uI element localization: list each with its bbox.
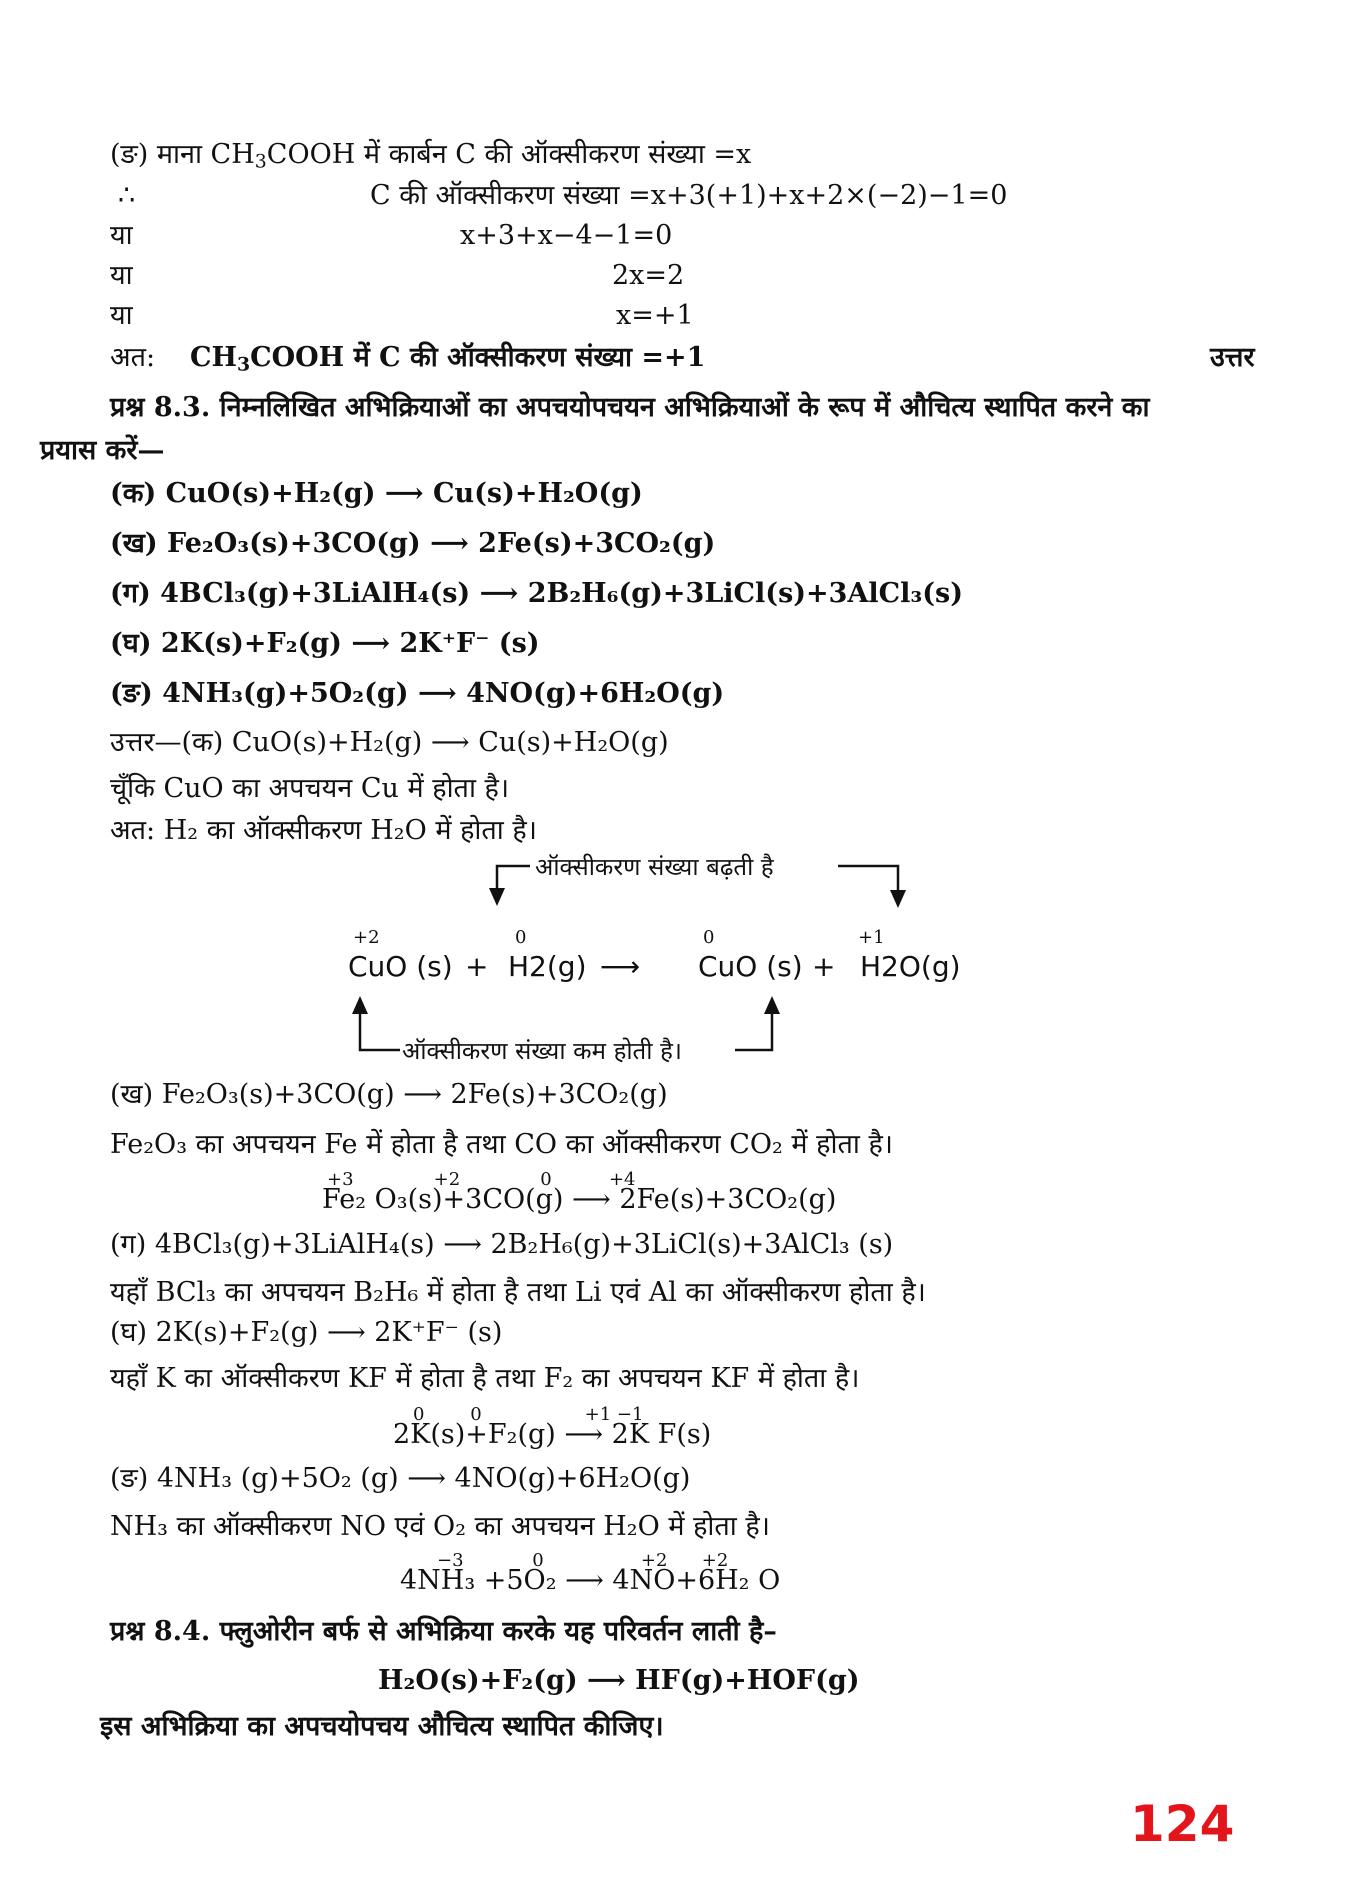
question-8-4-equation: H₂O(s)+F₂(g) ⟶ HF(g)+HOF(g) <box>378 1665 860 1696</box>
answer-gha-ox-numbers: 0 0 +1 −1 <box>413 1404 644 1425</box>
reaction-nga: (ङ) 4NH₃(g)+5O₂(g) ⟶ 4NO(g)+6H₂O(g) <box>110 678 725 709</box>
answer-gha-equation: 2K(s)+F₂(g) ⟶ 2K F(s) <box>393 1419 712 1450</box>
answer-kha-ox-numbers: +3 +2 0 +4 <box>327 1169 636 1190</box>
ya-label-1: या <box>110 220 133 251</box>
ya-label-2: या <box>110 260 133 291</box>
species-h2: H2(g) <box>508 950 587 983</box>
reaction-gha: (घ) 2K(s)+F₂(g) ⟶ 2K⁺F⁻ (s) <box>110 628 540 659</box>
answer-gha-line: (घ) 2K(s)+F₂(g) ⟶ 2K⁺F⁻ (s) <box>110 1317 503 1348</box>
equation-step-1: x+3+x−4−1=0 <box>460 220 673 251</box>
answer-kha-reason: Fe₂O₃ का अपचयन Fe में होता है तथा CO का ऑक्सीकरण CO₂ में होता है। <box>110 1129 894 1160</box>
reaction-ka: (क) CuO(s)+H₂(g) ⟶ Cu(s)+H₂O(g) <box>110 478 643 509</box>
part-e-line-1: (ङ) माना $CH_3COOH$ में कार्बन C की ऑक्सीकरण संख्या =x <box>110 139 752 173</box>
answer-nga-line: (ङ) 4NH₃ (g)+5O₂ (g) ⟶ 4NO(g)+6H₂O(g) <box>110 1463 691 1494</box>
answer-label: उत्तर <box>1210 342 1255 373</box>
equation-step-2: 2x=2 <box>612 260 685 291</box>
answer-ga-line: (ग) 4BCl₃(g)+3LiAlH₄(s) ⟶ 2B₂H₆(g)+3LiCl(s)+3AlCl₃ (s) <box>110 1229 894 1260</box>
equation-step-3: x=+1 <box>616 300 694 331</box>
reaction-kha: (ख) Fe₂O₃(s)+3CO(g) ⟶ 2Fe(s)+3CO₂(g) <box>110 528 716 559</box>
ata-label: अत: <box>110 342 156 373</box>
page-number: 124 <box>1130 1795 1235 1853</box>
answer-ga-reason: यहाँ BCl₃ का अपचयन B₂H₆ में होता है तथा Li एवं Al का ऑक्सीकरण होता है। <box>110 1277 926 1308</box>
therefore-symbol: ∴ <box>118 180 136 211</box>
question-8-4-line-1: प्रश्न 8.4. फ्लुओरीन बर्फ से अभिक्रिया करके यह परिवर्तन लाती है– <box>110 1616 777 1647</box>
reaction-arrow: ⟶ <box>600 950 641 983</box>
ox-number-h2o: +1 <box>858 927 885 948</box>
species-h2o: H2O(g) <box>860 950 961 983</box>
answer-kha-line: (ख) Fe₂O₃(s)+3CO(g) ⟶ 2Fe(s)+3CO₂(g) <box>110 1079 668 1110</box>
ox-number-h2: 0 <box>515 927 527 948</box>
answer-ka-reason-1: चूँकि CuO का अपचयन Cu में होता है। <box>110 773 510 804</box>
answer-nga-reason: NH₃ का ऑक्सीकरण NO एवं O₂ का अपचयन H₂O में होता है। <box>110 1511 770 1542</box>
ya-label-3: या <box>110 300 133 331</box>
answer-kha-equation: Fe₂ O₃(s)+3CO(g) ⟶ 2Fe(s)+3CO₂(g) <box>322 1184 837 1215</box>
reaction-ga: (ग) 4BCl₃(g)+3LiAlH₄(s) ⟶ 2B₂H₆(g)+3LiCl(s)+3AlCl₃(s) <box>110 578 963 609</box>
species-cuo-right: CuO (s) <box>698 950 803 983</box>
plus-sign-2: + <box>812 950 836 983</box>
answer-nga-equation: 4NH₃ +5O₂ ⟶ 4NO+6H₂ O <box>400 1565 781 1596</box>
answer-ka-line: उत्तर—(क) CuO(s)+H₂(g) ⟶ Cu(s)+H₂O(g) <box>110 727 669 758</box>
ox-number-product-1: 0 <box>703 927 715 948</box>
question-8-3-line-2: प्रयास करें— <box>40 435 165 466</box>
decrease-label: ऑक्सीकरण संख्या कम होती है। <box>402 1037 682 1065</box>
question-8-3-line-1: प्रश्न 8.3. निम्नलिखित अभिक्रियाओं का अपचयोपचयन अभिक्रियाओं के रूप में औचित्य स्थापित करने का <box>110 392 1150 423</box>
part-e-conclusion: $CH_3COOH$ में C की ऑक्सीकरण संख्या =+1 <box>190 342 706 376</box>
species-cuo-left: CuO (s) <box>348 950 453 983</box>
part-e-line-2: C की ऑक्सीकरण संख्या =x+3(+1)+x+2×(−2)−1=0 <box>370 180 1008 211</box>
ox-number-cuo: +2 <box>353 927 380 948</box>
increase-label: ऑक्सीकरण संख्या बढ़ती है <box>535 853 774 881</box>
plus-sign-1: + <box>465 950 489 983</box>
answer-nga-ox-numbers: −3 0 +2 +2 <box>437 1550 729 1571</box>
answer-ka-reason-2: अत: H₂ का ऑक्सीकरण H₂O में होता है। <box>110 815 537 846</box>
answer-gha-reason: यहाँ K का ऑक्सीकरण KF में होता है तथा F₂ का अपचयन KF में होता है। <box>110 1363 860 1394</box>
question-8-4-line-3: इस अभिक्रिया का अपचयोपचय औचित्य स्थापित कीजिए। <box>100 1711 664 1742</box>
